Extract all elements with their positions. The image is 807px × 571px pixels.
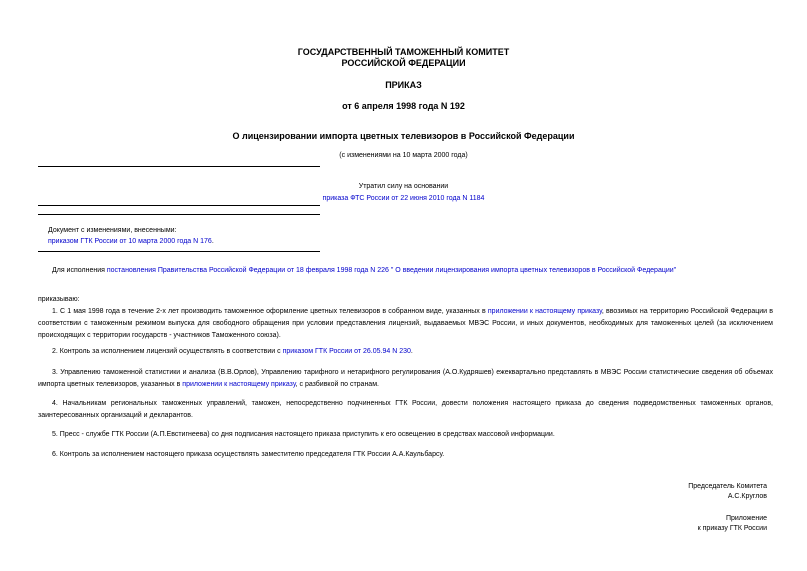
order-item-1 <box>38 306 773 342</box>
amending-order-link[interactable]: приказом ГТК России от 10 марта 2000 года N 176 <box>48 238 212 245</box>
order-item-6: 6. Контроль за исполнением настоящего приказа осуществлять заместителю председателя ГТК России А.А.Каульбарсу. <box>52 451 445 458</box>
repeal-note-text: Утратил силу на основании <box>358 183 449 190</box>
issuing-authority <box>0 47 807 69</box>
order-item-1-text: 1. С 1 мая 1998 года в течение 2-х лет производить таможенное оформление цветных телевизоров в собранном виде, указанных в <box>52 308 488 315</box>
order-word: приказываю: <box>38 296 80 303</box>
appendix-link[interactable]: приложении к настоящему приказу <box>487 308 602 315</box>
order-item-3-text-cont: , с разбивкой по странам. <box>295 381 379 388</box>
document-type: ПРИКАЗ <box>385 80 422 90</box>
preamble <box>52 266 782 276</box>
amendments-note: (с изменениями на 10 марта 2000 года) <box>339 152 468 159</box>
order-item-3-text: 3. Управлению таможенной статистики и анализа (В.В.Орлов), Управлению тарифного и нетарифного регулирования (А.О.Кудряшев) ежеквартально представлять в МВЭС России статистические сведения об объемах импорта цветных телевизоров, указанных в <box>38 369 773 388</box>
repeal-order-link[interactable]: приказа ФТС России от 22 июня 2010 года N 1184 <box>322 195 485 202</box>
order-item-2 <box>38 346 773 358</box>
changes-note-text: Документ с изменениями, внесенными: <box>48 227 177 234</box>
separator-line <box>38 214 320 215</box>
signature-block <box>688 482 767 502</box>
government-decree-link[interactable]: постановления Правительства Российской Федерации от 18 февраля 1998 года N 226 " О введении лицензирования импорта цветных телевизоров в Российской Федерации" <box>106 267 677 274</box>
order-item-5: 5. Пресс - службе ГТК России (А.П.Евстигнеева) со дня подписания настоящего приказа приступить к его освещению в средствах массовой информации. <box>52 431 555 438</box>
authority-line-2: РОССИЙСКОЙ ФЕДЕРАЦИИ <box>341 58 466 68</box>
preamble-text: Для исполнения <box>52 267 107 274</box>
document-title: О лицензировании импорта цветных телевизоров в Российской Федерации <box>232 131 575 141</box>
signatory-name: А.С.Круглов <box>727 493 767 500</box>
order-item-1-text-cont: , ввозимых на территорию Российской Федерации в соответствии с таможенным режимом выпуска для свободного обращения при условии представления лицензий, выдаваемых МВЭС России, и иных документов, необходимых для таможенных целей (за исключением происходящих с территории государств - участников Таможенного союза). <box>38 308 773 339</box>
authority-line-1: ГОСУДАРСТВЕННЫЙ ТАМОЖЕННЫЙ КОМИТЕТ <box>297 47 510 57</box>
appendix-link[interactable]: приложении к настоящему приказу <box>182 381 296 388</box>
changes-note-suffix: . <box>211 238 214 245</box>
appendix-header <box>698 514 767 534</box>
separator-line <box>38 205 320 206</box>
order-item-4: 4. Начальникам региональных таможенных управлений, таможен, непосредственно подчиненных ГТК России, довести положения настоящего приказа до сведения подведомственных таможенных органов, заинтересованных организаций и декларантов. <box>38 400 773 419</box>
appendix-title: Приложение <box>725 515 767 522</box>
signatory-position: Председатель Комитета <box>688 483 767 490</box>
separator-line <box>38 166 320 167</box>
order-item-2-suffix: . <box>410 348 413 355</box>
changes-note <box>48 225 214 247</box>
order-item-3 <box>38 367 773 391</box>
separator-line <box>38 251 320 252</box>
document-date-number: от 6 апреля 1998 года N 192 <box>342 101 465 111</box>
appendix-reference: к приказу ГТК России <box>697 525 767 532</box>
order-230-link[interactable]: приказом ГТК России от 26.05.94 N 230 <box>282 348 411 355</box>
order-item-2-text: 2. Контроль за исполнением лицензий осуществлять в соответствии с <box>52 348 283 355</box>
repeal-note <box>0 181 807 205</box>
changes-note-link-line <box>48 236 214 247</box>
